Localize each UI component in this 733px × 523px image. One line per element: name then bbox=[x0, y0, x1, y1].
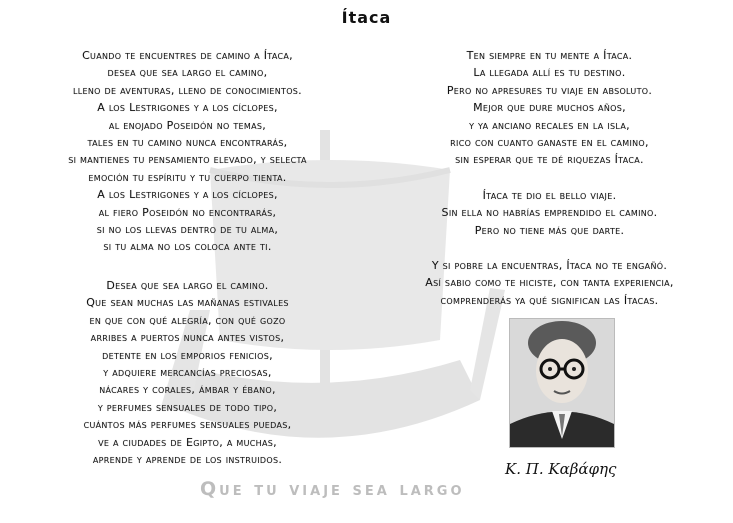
poem-line: A los Lestrigones y a los cíclopes, bbox=[97, 101, 278, 115]
page-title: Ítaca bbox=[341, 8, 392, 27]
poem-line: y adquiere mercancías preciosas, bbox=[103, 366, 272, 380]
poem-line: Cuando te encuentres de camino a Ítaca, bbox=[82, 49, 293, 62]
poem-line: Ten siempre en tu mente a Ítaca. bbox=[466, 49, 633, 62]
poem-line: emoción tu espíritu y tu cuerpo tienta. bbox=[88, 170, 287, 184]
poem-line: detente en los emporios fenicios, bbox=[102, 348, 273, 362]
poem-line: comprenderás ya qué significan las Ítacas. bbox=[440, 293, 659, 307]
poem-line: Y si pobre la encuentras, Ítaca no te engañó. bbox=[431, 259, 668, 272]
poem-line: al enojado Poseidón no temas, bbox=[108, 118, 267, 132]
poem-stanza bbox=[10, 47, 365, 256]
poem-line: Sin ella no habrías emprendido el camino. bbox=[441, 206, 658, 220]
poem-line: tales en tu camino nunca encontrarás, bbox=[87, 136, 288, 150]
poem-line: rico con cuanto ganaste en el camino, bbox=[450, 136, 649, 150]
author-signature: K. Π. Καβάφης bbox=[505, 460, 617, 478]
poem-line: Pero no apresures tu viaje en absoluto. bbox=[446, 83, 653, 97]
motto-watermark-text: Que tu viaje sea largo bbox=[200, 478, 465, 500]
poem-stanza bbox=[372, 47, 727, 169]
poem-line: y perfumes sensuales de todo tipo, bbox=[97, 400, 278, 414]
poem-line: arribes a puertos nunca antes vistos, bbox=[90, 331, 285, 345]
poem-line: sin esperar que te dé riquezas Ítaca. bbox=[455, 153, 644, 167]
poem-line: Ítaca te dio el bello viaje. bbox=[482, 189, 617, 202]
poem-line: ve a ciudades de Egipto, a muchas, bbox=[98, 435, 277, 449]
poem-line: desea que sea largo el camino, bbox=[107, 66, 268, 80]
poem-line: Que sean muchas las mañanas estivales bbox=[86, 296, 289, 310]
poem-line: Desea que sea largo el camino. bbox=[106, 279, 269, 292]
poem-line: si no los llevas dentro de tu alma, bbox=[96, 223, 279, 237]
poem-stanza bbox=[372, 257, 727, 309]
author-portrait-icon bbox=[509, 318, 615, 448]
poem-stanza bbox=[10, 277, 365, 468]
poem-line: si tu alma no los coloca ante ti. bbox=[103, 240, 272, 254]
poem-line: nácares y corales, ámbar y ébano, bbox=[99, 383, 276, 397]
poem-line: La llegada allí es tu destino. bbox=[473, 66, 626, 80]
poem-line: en que con qué alegría, con qué gozo bbox=[89, 313, 286, 327]
poem-line: Así sabio como te hiciste, con tanta experiencia, bbox=[425, 276, 674, 290]
poem-line: y ya anciano recales en la isla, bbox=[469, 118, 630, 132]
poem-line: aprende y aprende de los instruidos. bbox=[92, 453, 283, 467]
poem-line: Mejor que dure muchos años, bbox=[473, 101, 626, 115]
poem-line: lleno de aventuras, lleno de conocimientos. bbox=[73, 83, 302, 97]
poem-stanza bbox=[372, 187, 727, 239]
poem-line: Pero no tiene más que darte. bbox=[474, 223, 625, 237]
poem-line: cuántos más perfumes sensuales puedas, bbox=[83, 418, 292, 432]
poem-line: si mantienes tu pensamiento elevado, y selecta bbox=[68, 153, 307, 167]
poem-line: al fiero Poseidón no encontrarás, bbox=[98, 205, 277, 219]
poem-line: A los Lestrigones y a los cíclopes, bbox=[97, 188, 278, 202]
